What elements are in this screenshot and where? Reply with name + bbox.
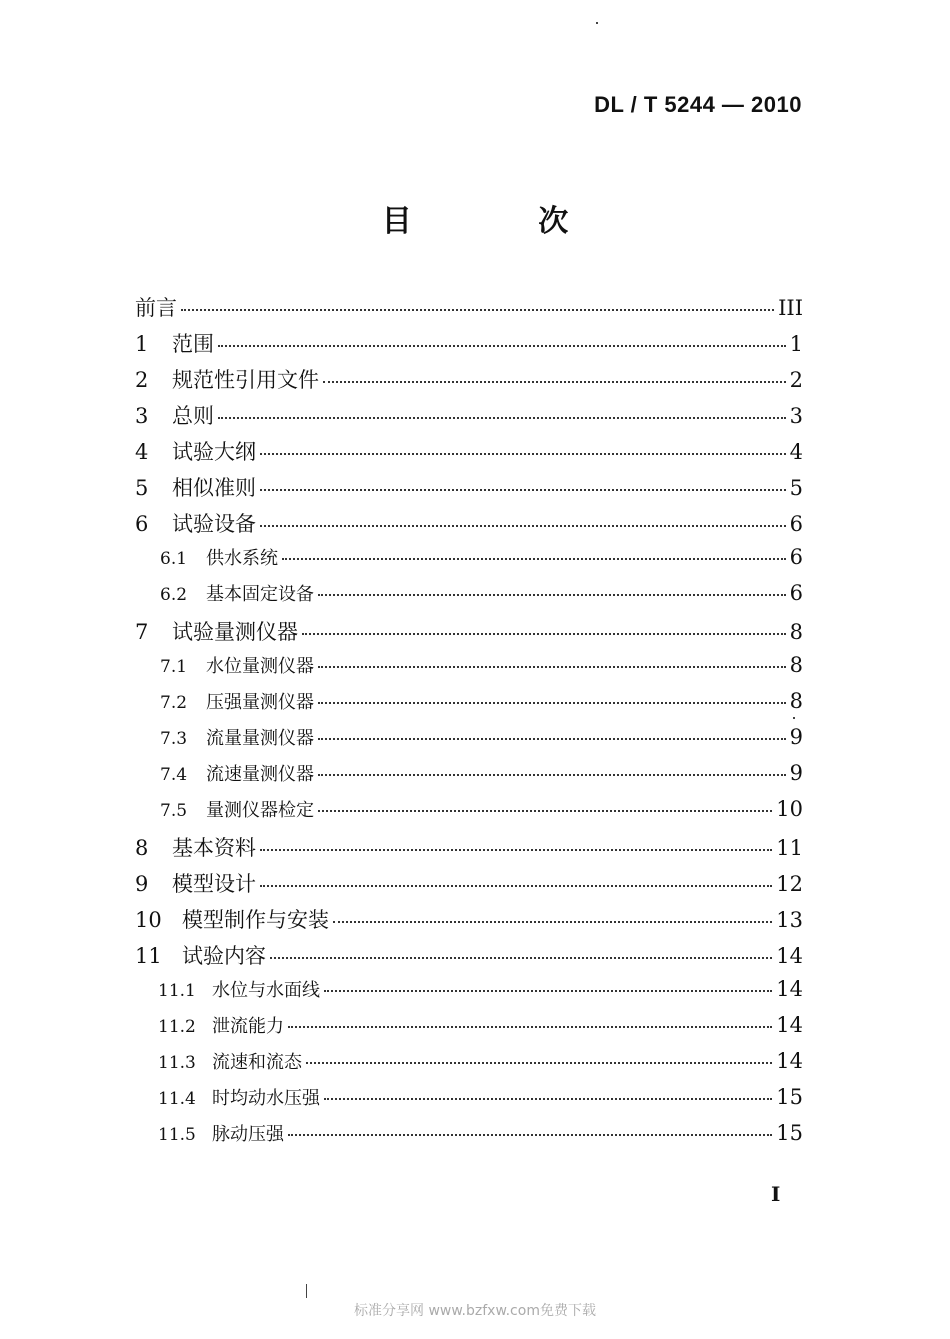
toc-entry-label: 流速和流态 [212, 1052, 302, 1073]
toc-entry-page: 14 [776, 944, 803, 968]
dot-leader [260, 849, 772, 851]
toc-entry-label: 流速量测仪器 [206, 764, 314, 785]
toc-entry-number: 7.2 [160, 693, 188, 713]
toc-entry-label: 供水系统 [206, 548, 278, 569]
toc-entry-page: III [778, 296, 803, 320]
toc-entry-page: 3 [789, 404, 803, 428]
toc-entry [135, 868, 803, 898]
toc-entry-label: 相似准则 [172, 476, 256, 500]
toc-entry-label: 试验内容 [182, 944, 266, 968]
toc-entry-page: 2 [789, 368, 803, 392]
toc-entry [160, 724, 803, 754]
toc-entry-page: 14 [776, 1049, 803, 1073]
toc-entry-page: 8 [789, 620, 803, 644]
toc-entry-page: 9 [789, 761, 803, 785]
toc-entry [135, 400, 803, 430]
dot-leader [333, 921, 772, 923]
toc-entry-number: 4 [135, 440, 149, 464]
scan-speck [306, 1284, 307, 1298]
toc-entry-page: 15 [776, 1085, 803, 1109]
toc-entry-number: 1 [135, 332, 149, 356]
dot-leader [218, 417, 786, 419]
toc-entry-label: 泄流能力 [212, 1016, 284, 1037]
toc-entry [135, 904, 803, 934]
toc-entry-label: 范围 [172, 332, 214, 356]
toc-entry-page: 6 [789, 581, 803, 605]
dot-leader [260, 525, 786, 527]
toc-entry-page: 1 [789, 332, 803, 356]
dot-leader [218, 345, 786, 347]
toc-entry-label: 模型制作与安装 [182, 908, 329, 932]
toc-entry-number: 11.5 [158, 1125, 196, 1145]
toc-entry-number: 5 [135, 476, 149, 500]
toc-entry-number: 2 [135, 368, 149, 392]
dot-leader [260, 453, 786, 455]
toc-entry [135, 508, 803, 538]
toc-entry-number: 6 [135, 512, 149, 536]
dot-leader [323, 381, 786, 383]
dot-leader [282, 558, 786, 560]
dot-leader [181, 309, 774, 311]
dot-leader [318, 774, 786, 776]
page-number: I [771, 1182, 781, 1206]
toc-entry-label: 基本资料 [172, 836, 256, 860]
toc-entry [135, 616, 803, 646]
toc-entry-label: 流量量测仪器 [206, 728, 314, 749]
toc-entry-number: 6.1 [160, 549, 188, 569]
toc-entry [135, 364, 803, 394]
toc-entry-label: 量测仪器检定 [206, 800, 314, 821]
toc-entry-number: 11.3 [158, 1053, 196, 1073]
page-title: 目 次 [381, 204, 627, 239]
toc-entry-number: 3 [135, 404, 149, 428]
dot-leader [260, 885, 772, 887]
toc-entry-number: 11.2 [158, 1017, 196, 1037]
toc-entry-label: 基本固定设备 [206, 584, 314, 605]
dot-leader [260, 489, 786, 491]
toc-entry-label: 水位与水面线 [212, 980, 320, 1001]
toc-entry [158, 1120, 803, 1150]
toc-entry [160, 796, 803, 826]
toc-entry-label: 模型设计 [172, 872, 256, 896]
toc-entry [135, 292, 803, 322]
toc-entry-number: 7.5 [160, 801, 188, 821]
dot-leader [288, 1134, 772, 1136]
dot-leader [302, 633, 786, 635]
dot-leader [288, 1026, 772, 1028]
toc-entry-number: 7.3 [160, 729, 188, 749]
dot-leader [318, 810, 772, 812]
toc-entry-number: 7 [135, 620, 149, 644]
scan-speck [596, 22, 598, 24]
toc-entry [160, 760, 803, 790]
toc-entry [135, 472, 803, 502]
toc-entry-label: 脉动压强 [212, 1124, 284, 1145]
toc-entry-number: 10 [135, 908, 162, 932]
toc-entry-label: 试验量测仪器 [172, 620, 298, 644]
dot-leader [318, 702, 786, 704]
toc-entry-page: 10 [776, 797, 803, 821]
toc-entry-number: 7.4 [160, 765, 188, 785]
dot-leader [306, 1062, 772, 1064]
dot-leader [324, 1098, 772, 1100]
toc-entry-page: 11 [776, 836, 803, 860]
toc-entry [158, 1048, 803, 1078]
toc-entry-page: 5 [789, 476, 803, 500]
toc-entry-page: 9 [789, 725, 803, 749]
toc-entry [135, 436, 803, 466]
toc-entry-number: 11.4 [158, 1089, 196, 1109]
toc-entry [158, 1012, 803, 1042]
toc-entry-label: 总则 [172, 404, 214, 428]
toc-entry [158, 1084, 803, 1114]
toc-entry-number: 9 [135, 872, 149, 896]
toc-entry [160, 544, 803, 574]
toc-entry-label: 水位量测仪器 [206, 656, 314, 677]
watermark-footer: 标准分享网 www.bzfxw.com免费下载 [354, 1303, 596, 1319]
toc-entry-page: 8 [789, 689, 803, 713]
toc-entry-page: 6 [789, 512, 803, 536]
toc-entry-number: 6.2 [160, 585, 188, 605]
toc-entry-page: 8 [789, 653, 803, 677]
toc-entry-page: 12 [776, 872, 803, 896]
toc-entry-page: 4 [789, 440, 803, 464]
toc-entry [160, 652, 803, 682]
toc-entry-label: 规范性引用文件 [172, 368, 319, 392]
toc-entry [135, 940, 803, 970]
toc-entry-page: 14 [776, 977, 803, 1001]
toc-entry-page: 14 [776, 1013, 803, 1037]
toc-entry [158, 976, 803, 1006]
toc-entry [135, 328, 803, 358]
dot-leader [318, 738, 786, 740]
toc-entry-number: 7.1 [160, 657, 188, 677]
standard-code: DL / T 5244 — 2010 [594, 92, 802, 117]
toc-entry-label: 压强量测仪器 [206, 692, 314, 713]
toc-entry-number: 11.1 [158, 981, 196, 1001]
dot-leader [318, 594, 786, 596]
toc-entry-number: 11 [135, 944, 162, 968]
toc-entry-page: 6 [789, 545, 803, 569]
dot-leader [324, 990, 772, 992]
toc-entry-page: 13 [776, 908, 803, 932]
scan-speck [793, 717, 795, 719]
toc-entry [160, 580, 803, 610]
toc-entry-page: 15 [776, 1121, 803, 1145]
toc-entry-label: 时均动水压强 [212, 1088, 320, 1109]
dot-leader [270, 957, 772, 959]
toc-entry [135, 832, 803, 862]
toc-entry-label: 试验设备 [172, 512, 256, 536]
dot-leader [318, 666, 786, 668]
toc-entry-number: 8 [135, 836, 149, 860]
toc-entry-label: 试验大纲 [172, 440, 256, 464]
toc-entry [160, 688, 803, 718]
toc-entry-label: 前言 [135, 296, 177, 320]
